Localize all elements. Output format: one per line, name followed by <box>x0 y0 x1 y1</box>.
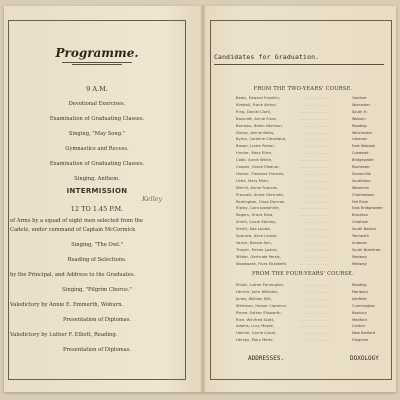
candidate-town: Somerville <box>352 171 372 176</box>
candidate-name: Cobb, Annie White, <box>236 158 273 163</box>
leader-dots: . . . . . . . . . . . . . <box>300 165 329 169</box>
leader-dots: . . . . . . . . . . . . . <box>300 130 329 135</box>
programme-line: Singing, "The Owl." <box>71 242 123 248</box>
programme-line: Singing, Anthem. <box>74 176 120 182</box>
two-year-heading: FROM THE TWO-YEARS' COURSE. <box>253 86 353 92</box>
programme-line: of Arms by a squad of eight men selected from the <box>10 218 144 224</box>
candidate-name: Jones, William Sillt, <box>236 296 273 301</box>
candidate-town: Worcester <box>352 102 371 107</box>
leader-dots: . . . . . . . . . . . . . <box>300 331 329 336</box>
candidate-name: Adams, Lucy Moore, <box>236 324 275 329</box>
candidate-town: Canton <box>352 324 365 329</box>
candidate-town: Medway <box>352 261 367 266</box>
page-gutter <box>200 6 206 392</box>
programme-line: Valedictory by Annie E. Emmerth, Woburn. <box>10 302 124 308</box>
programme-line: Examination of Graduating Classes. <box>49 161 145 167</box>
four-year-heading: FROM THE FOUR-YEARS' COURSE. <box>251 271 355 277</box>
candidate-town: East Walpole <box>352 144 376 149</box>
candidate-name: Bancroft, Annie Flora, <box>236 116 278 121</box>
candidate-name: Wilder, Gertrude Persis, <box>236 254 282 259</box>
leader-dots: . . . . . . . . . . . . . <box>300 213 329 218</box>
leader-dots: . . . . . . . . . . . . . <box>300 144 329 149</box>
candidate-town: New Bedford <box>352 331 376 336</box>
leader-dots: . . . . . . . . . . . . . <box>300 324 329 329</box>
leader-dots: . . . . . . . . . . . . . <box>300 234 329 238</box>
programme-line: Presentation of Diplomas. <box>62 347 132 353</box>
leader-dots: . . . . . . . . . . . . . <box>300 303 329 308</box>
candidate-name: Thayer, Emma Louise, <box>236 247 279 252</box>
candidate-name: Little, Mary Ellen, <box>236 178 270 183</box>
candidate-town: Charlestown <box>352 192 375 197</box>
candidate-name: Beals, Edward Franklin, <box>236 96 281 100</box>
candidate-name: Hersey, Mary Merle, <box>236 338 274 343</box>
candidate-town: Wareham <box>352 185 370 190</box>
candidate-name: Dinley, Jennie Betts, <box>236 130 275 135</box>
candidate-name: Varick, Bessie Ann, <box>236 240 273 245</box>
candidate-name: Barrows, Helen Harrison, <box>236 123 284 128</box>
leader-dots: . . . . . . . . . . . . . <box>300 151 329 156</box>
programme-line: Examination of Graduating Classes. <box>49 116 145 122</box>
doxology-label: DOXOLOGY <box>350 355 379 362</box>
candidate-name: Hunter, Mary Ellen, <box>236 151 273 156</box>
programme-line: Reading of Selections. <box>67 257 127 263</box>
programme-title-underline-2 <box>72 64 122 65</box>
handwritten-note: Kelley <box>142 195 163 203</box>
candidate-name: Cooper, Grace Eleanor, <box>236 165 280 169</box>
programme-title-underline <box>62 62 132 63</box>
programme-line: Singing, "May Song." <box>68 131 126 137</box>
candidate-town: South Braintree <box>352 247 381 252</box>
candidate-name: Rice, Winifred Scott, <box>236 317 275 322</box>
leader-dots: . . . . . . . . . . . . . <box>300 199 329 204</box>
candidate-town: Rochester <box>352 165 370 169</box>
candidate-town: Medway <box>352 254 367 259</box>
programme-line: Devotional Exercises. <box>68 101 126 107</box>
candidate-town: South Fr. <box>352 109 368 114</box>
candidate-name: Pierce, Esther Ellsworth, <box>236 310 282 315</box>
leader-dots: . . . . . . . . . . . . . <box>300 178 329 183</box>
leader-dots: . . . . . . . . . . . . . <box>300 102 329 107</box>
leader-dots: . . . . . . . . . . . . . <box>300 116 329 121</box>
leader-dots: . . . . . . . . . . . . . <box>300 185 329 190</box>
candidate-town: Cummington <box>352 303 376 308</box>
leader-dots: . . . . . . . . . . . . . <box>300 247 329 252</box>
candidate-town: Reading <box>352 123 367 128</box>
candidate-name: Smith, Ada Louise, <box>236 227 272 232</box>
leader-dots: . . . . . . . . . . . . . <box>300 220 329 225</box>
leader-dots: . . . . . . . . . . . . . <box>300 109 329 114</box>
candidate-name: Ring, Daniel Clark, <box>236 109 272 114</box>
leader-dots: . . . . . . . . . . . . . <box>300 254 329 259</box>
leader-dots: . . . . . . . . . . . . . <box>300 289 329 294</box>
candidate-town: Lebanon <box>352 137 368 142</box>
leader-dots: . . . . . . . . . . . . . <box>300 261 329 266</box>
programme-line: Presentation of Diplomas. <box>62 317 132 323</box>
programme-line: 9 A.M. <box>86 85 108 93</box>
programme-line: INTERMISSION <box>66 187 128 195</box>
candidate-name: Remington, Clara Duncan, <box>236 199 286 204</box>
candidate-name: Prescott, Annie Gertrude, <box>236 192 285 197</box>
candidate-town: Winchester <box>352 130 373 135</box>
leader-dots: . . . . . . . . . . . . . <box>300 137 329 142</box>
candidate-town: Medford <box>352 317 367 322</box>
candidate-name: Sparrow, Alice Louise, <box>236 234 278 238</box>
candidate-town: East Bridgewater <box>352 206 383 211</box>
candidate-town: Cohasset <box>352 151 369 156</box>
candidate-name: Herrick, John Williams, <box>236 289 279 294</box>
candidate-town: Southboro <box>352 178 371 183</box>
candidate-name: Hunter, Florence Frances, <box>236 171 285 176</box>
candidate-name: Hamlin, Carrie Lizzie, <box>236 331 277 336</box>
candidate-town: Bridgewater <box>352 158 374 163</box>
programme-line: Singing, "Pilgrim Chorus." <box>62 287 132 293</box>
candidate-town: Yarmouth <box>352 234 369 238</box>
candidate-name: Brown, Lizzie Parker, <box>236 144 276 149</box>
candidate-name: Byron, Caroline Cleveland, <box>236 137 287 142</box>
candidate-town: South Boston <box>352 227 377 232</box>
candidate-town: Gardner <box>352 96 367 100</box>
candidate-name: Rogers, Grace Nina, <box>236 213 274 218</box>
leader-dots: . . . . . . . . . . . . . <box>300 158 329 163</box>
candidate-name: Whitman, Homer Clarence, <box>236 303 288 308</box>
leader-dots: . . . . . . . . . . . . . <box>300 310 329 315</box>
programme-title: Programme. <box>55 46 139 60</box>
candidate-town: Ashfield <box>352 296 367 301</box>
candidate-name: Merrill, Annie Frances, <box>236 185 279 190</box>
programme-line: by the Principal, and Address to the Graduates. <box>10 272 136 278</box>
candidate-name: Smith, Lizzie Stanley, <box>236 220 277 225</box>
leader-dots: . . . . . . . . . . . . . <box>300 123 329 128</box>
programme-line: 12 TO 1.45 P.M. <box>70 205 124 213</box>
candidates-title-underline <box>214 64 384 65</box>
candidate-town: Chatham <box>352 220 369 225</box>
candidate-name: Elliott, Luther Fernington, <box>236 283 285 287</box>
candidate-town: Brockton <box>352 213 369 218</box>
candidate-name: Kimball, Frank Arthur, <box>236 102 278 107</box>
leader-dots: . . . . . . . . . . . . . <box>300 240 329 245</box>
leader-dots: . . . . . . . . . . . . . <box>300 227 329 232</box>
candidate-town: Marlboro <box>352 289 368 294</box>
candidate-town: Reading <box>352 283 367 287</box>
leader-dots: . . . . . . . . . . . . . <box>300 96 329 100</box>
candidate-town: Woburn <box>352 116 366 121</box>
candidates-title: Candidates for Graduation. <box>214 53 320 61</box>
programme-line: Gymnastics and Recess. <box>65 146 129 152</box>
leader-dots: . . . . . . . . . . . . . <box>300 338 329 343</box>
leader-dots: . . . . . . . . . . . . . <box>300 317 329 322</box>
candidate-town: Andover <box>352 240 368 245</box>
leader-dots: . . . . . . . . . . . . . <box>300 283 329 287</box>
programme-line: Valedictory by Luther F. Elliott, Reading. <box>10 332 118 338</box>
programme-line: Cadets, under command of Captain McCormick <box>10 227 136 233</box>
candidate-name: Woodward, Flora Elizabeth, <box>236 261 288 266</box>
candidate-town: Roxbury <box>352 310 367 315</box>
candidate-town: Fall River <box>352 199 369 204</box>
leader-dots: . . . . . . . . . . . . . <box>300 206 329 211</box>
addresses-label: ADDRESSES. <box>248 355 285 362</box>
leader-dots: . . . . . . . . . . . . . <box>300 296 329 301</box>
candidate-town: Hingham <box>352 338 369 343</box>
candidate-name: Ripley, Cora Josephine, <box>236 206 280 211</box>
leader-dots: . . . . . . . . . . . . . <box>300 192 329 197</box>
leader-dots: . . . . . . . . . . . . . <box>300 171 329 176</box>
